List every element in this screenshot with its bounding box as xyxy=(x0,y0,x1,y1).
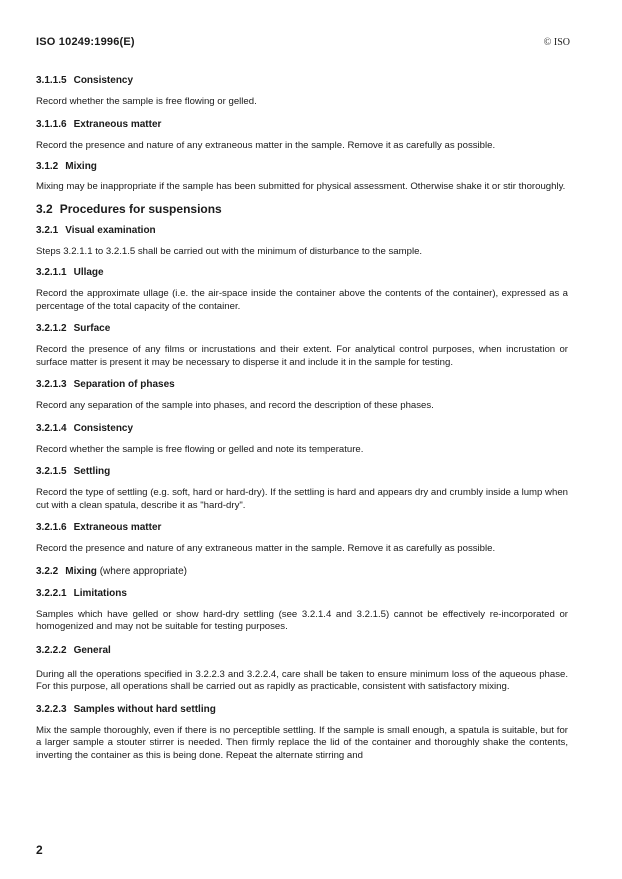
section-3-2-1-2 xyxy=(36,322,568,369)
section-heading: 3.2.2 Mixing (where appropriate) xyxy=(36,565,187,577)
section-3-2-1-5 xyxy=(36,465,568,512)
section-heading: 3.2.2.2 General xyxy=(36,644,111,656)
section-heading: 3.2.2.3 Samples without hard settling xyxy=(36,703,216,715)
section-3-1-1-5 xyxy=(36,74,568,109)
section-text: Mixing may be inappropriate if the sample has been submitted for physical assessment. Otherwise shake it or stir thoroughly. xyxy=(36,181,566,192)
section-heading: 3.2 Procedures for suspensions xyxy=(36,201,222,216)
section-heading: 3.2.2.1 Limitations xyxy=(36,587,127,599)
section-text: Steps 3.2.1.1 to 3.2.1.5 shall be carried out with the minimum of disturbance to the sample. xyxy=(36,245,423,257)
section-text: Record the type of settling (e.g. soft, hard or hard-dry). If the settling is hard and appears dry and crumbly inside a lump when cut with a clean spatula, describe it as "hard-dry". xyxy=(36,487,568,511)
section-heading: 3.2.1.4 Consistency xyxy=(36,422,134,434)
page-number: 2 xyxy=(36,843,43,857)
section-text: Record the presence of any films or incrustations and their extent. For analytical control purposes, when incrustation or surface matter is present it may be necessary to disperse it and include it in the sample for testing. xyxy=(36,344,568,368)
section-heading: 3.2.1.6 Extraneous matter xyxy=(36,522,162,533)
section-text: Record the presence and nature of any extraneous matter in the sample. Remove it as carefully as possible. xyxy=(36,139,496,151)
section-heading: 3.1.1.5 Consistency xyxy=(36,75,134,86)
section-3-2-1-6 xyxy=(36,521,568,556)
section-heading: 3.2.1.1 Ullage xyxy=(36,267,104,278)
document-body xyxy=(36,74,568,762)
section-heading: 3.2.1.3 Separation of phases xyxy=(36,379,175,390)
section-heading: 3.2.1.5 Settling xyxy=(36,466,111,477)
section-3-2-2-1 xyxy=(36,587,568,634)
section-3-2 xyxy=(36,202,568,217)
section-3-2-2-3 xyxy=(36,703,568,763)
section-text: Record the presence and nature of any extraneous matter in the sample. Remove it as carefully as possible. xyxy=(36,543,496,554)
section-heading: 3.2.1 Visual examination xyxy=(36,224,156,236)
section-text: Mix the sample thoroughly, even if there is no perceptible settling. If the sample is small enough, a spatula is suitable, but for a larger sample a stouter stirrer is needed. Then firmly replace the lid of the container and thoroughly shake the contents, inverting the container as this is being done. Repeat the alternate stirring and xyxy=(36,724,568,761)
section-3-2-1 xyxy=(36,224,568,259)
section-3-2-1-4 xyxy=(36,422,568,457)
section-text: Record the approximate ullage (i.e. the air-space inside the container above the contents of the container), expressed as a percentage of the total capacity of the container. xyxy=(36,288,568,312)
section-heading: 3.2.1.2 Surface xyxy=(36,323,111,334)
section-3-1-2 xyxy=(36,160,568,194)
section-heading: 3.1.2 Mixing xyxy=(36,161,97,172)
section-3-1-1-6 xyxy=(36,118,568,153)
section-text: Record whether the sample is free flowing or gelled. xyxy=(36,96,257,107)
standard-identifier: ISO 10249:1996(E) xyxy=(36,36,135,48)
section-text: Record any separation of the sample into phases, and record the description of these phases. xyxy=(36,400,434,411)
section-3-2-2-2 xyxy=(36,644,568,694)
section-3-2-2 xyxy=(36,565,568,578)
section-heading: 3.1.1.6 Extraneous matter xyxy=(36,118,162,130)
copyright-mark: © ISO xyxy=(543,37,570,48)
section-3-2-1-3 xyxy=(36,378,568,413)
section-text: During all the operations specified in 3.2.2.3 and 3.2.2.4, care shall be taken to ensure minimum loss of the aqueous phase. For this purpose, all operations shall be carried out as rapidly as practicable, consistent with satisfactory mixing. xyxy=(36,668,568,692)
section-text: Record whether the sample is free flowing or gelled and note its temperature. xyxy=(36,443,364,455)
section-3-2-1-1 xyxy=(36,266,568,313)
section-text: Samples which have gelled or show hard-dry settling (see 3.2.1.4 and 3.2.1.5) cannot be effectively re-incorporated or homogenized and may not be suitable for testing purposes. xyxy=(36,608,568,632)
